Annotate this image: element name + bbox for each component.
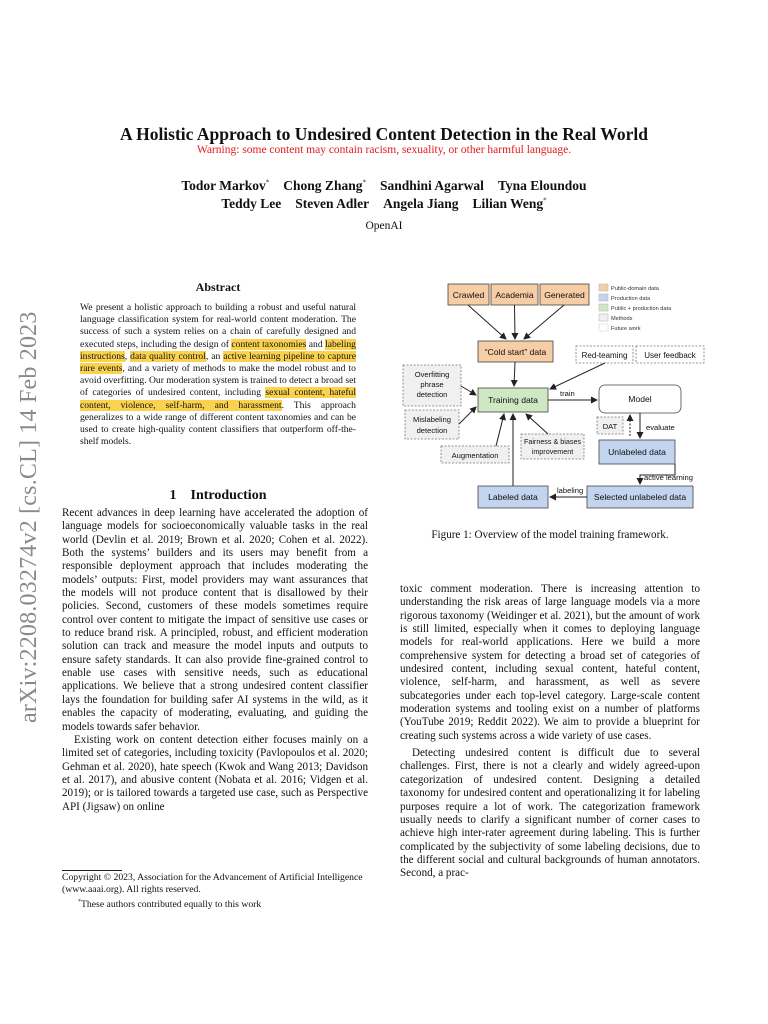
section-number: 1 bbox=[169, 488, 177, 503]
left-column-body bbox=[62, 507, 368, 814]
author-list-line-1 bbox=[0, 178, 768, 194]
footnotes bbox=[62, 872, 368, 911]
legend-label-future: Future work bbox=[611, 326, 641, 332]
arrow-generated-to-cold-start bbox=[524, 305, 564, 339]
arrow-label-train: train bbox=[560, 389, 575, 398]
section-heading-introduction bbox=[62, 488, 374, 504]
intro-paragraph-4: Detecting undesired content is difficult due to several challenges. First, there is not a clearly and widely agreed-upon categorization of undesired content. Designing a detailed taxonomy for undesired content and operationalizing it for labeling purposes require a lot of work. The categorization framework usually needs to clarify a significant number of corner cases to achieve high inter-rater agreement during labeling. This is further complicated by the subjectivity of some labeling decisions, due to the different social and cultural backgrounds of human annotators. Second, a prac- bbox=[400, 747, 700, 880]
box-augmentation-label: Augmentation bbox=[451, 451, 499, 460]
arrow-overfit-to-training bbox=[461, 386, 476, 395]
abstract-text-run: . This approach generalizes to a wide range of different content taxonomies and can be used to create high-quality content classifiers that outperform off-the-shelf models. bbox=[80, 399, 356, 448]
legend-swatch-future bbox=[599, 324, 608, 331]
paper-title: A Holistic Approach to Undesired Content Detection in the Real World bbox=[120, 124, 648, 144]
equal-contribution-note bbox=[62, 896, 368, 911]
author-name-text: Tyna Eloundou bbox=[497, 178, 587, 193]
box-academia-label: Academia bbox=[495, 290, 534, 300]
arrow-augmentation-to-training bbox=[496, 414, 504, 446]
equal-contribution-mark: * bbox=[265, 178, 270, 187]
box-red-teaming-label: Red-teaming bbox=[581, 351, 628, 360]
content-warning: Warning: some content may contain racism, sexuality, or other harmful language. bbox=[196, 144, 572, 156]
arrow-mislabel-to-training bbox=[459, 407, 476, 424]
arrow-academia-to-cold-start bbox=[515, 305, 516, 339]
box-unlabeled-data-label: Unlabeled data bbox=[608, 447, 666, 457]
arrow-label-labeling: labeling bbox=[557, 486, 584, 495]
legend-swatch-combined bbox=[599, 304, 608, 311]
author-list-line-2 bbox=[0, 196, 768, 212]
legend-swatch-production bbox=[599, 294, 608, 301]
figure-1 bbox=[396, 275, 706, 515]
footnote-text: These authors contributed equally to this work bbox=[81, 899, 262, 911]
author-name-text: Angela Jiang bbox=[383, 196, 459, 211]
legend-label-production: Production data bbox=[611, 296, 651, 302]
author-name-text: Steven Adler bbox=[295, 196, 370, 211]
arrow-red-teaming-to-training bbox=[550, 363, 605, 389]
highlighted-phrase: labeling instructions bbox=[80, 338, 356, 362]
abstract-text bbox=[80, 302, 356, 448]
legend-swatch-methods bbox=[599, 314, 608, 321]
author-name bbox=[181, 178, 269, 193]
overfit-line-3: detection bbox=[416, 390, 448, 399]
author-name-text: Todor Markov bbox=[181, 178, 266, 193]
arrow-fairness-to-training bbox=[526, 414, 548, 434]
author-name bbox=[380, 178, 484, 193]
fairness-line-2: improvement bbox=[531, 447, 574, 456]
arrow-cold-start-to-training bbox=[514, 362, 515, 386]
author-name-text: Chong Zhang bbox=[283, 178, 363, 193]
author-name bbox=[383, 196, 458, 211]
affiliation: OpenAI bbox=[365, 220, 403, 232]
arrow-label-evaluate: evaluate bbox=[646, 423, 675, 432]
author-name bbox=[221, 196, 281, 211]
mislabel-line-2: detection bbox=[416, 426, 448, 435]
abstract-text-run: , an bbox=[205, 350, 224, 362]
arxiv-identifier: arXiv:2208.03274v2 [cs.CL] 14 Feb 2023 bbox=[16, 311, 42, 723]
abstract-text-run: and bbox=[306, 338, 326, 350]
box-crawled-label: Crawled bbox=[452, 290, 485, 300]
fairness-line-1: Fairness & biases bbox=[523, 437, 582, 446]
footnote-mark: * bbox=[78, 899, 81, 905]
intro-paragraph-1: Recent advances in deep learning have accelerated the adoption of language models for socioeconomically valuable tasks in the real world (Devlin et al. 2019; Brown et al. 2020; Cohen et al. 2022). Both the systems’ builders and its users may benefit from a responsible deployment approach that includes moderating the models’ outputs: First, model providers may want assurances that the models will not produce content that is disallowed by their policies. Second, customers of these models sometimes require control over content to mitigate the impact of sensitive use cases or to reduce brand risk. A principled, robust, and efficient moderation solution can track and measure the model inputs and outputs to ensure safety standards. It can also provide fine-grained control to enable use cases with sensitive needs, such as educational applications. We believe that a strong undesired content classifier lays the foundation for building safer AI systems in the wild, as it enables the capacity of moderating, evaluating, and guiding the models towards safer behavior. bbox=[62, 507, 368, 733]
abstract-text-run: We present a holistic approach to building a robust and useful natural language classification system for real-world content moderation. The success of such a system relies on a chain of carefully designed and executed steps, including the design of bbox=[80, 302, 356, 350]
overfit-line-2: phrase bbox=[420, 380, 444, 389]
footnote-rule bbox=[62, 870, 122, 871]
author-name bbox=[498, 178, 587, 193]
box-generated-label: Generated bbox=[544, 290, 585, 300]
box-training-data-label: Training data bbox=[488, 395, 538, 405]
intro-paragraph-3: toxic comment moderation. There is increasing attention to understanding the risk areas of large language models via a more rigorous taxonomy (Weidinger et al. 2021), but the amount of work is still limited, especially when it comes to deploying language models for real-world applications. Here we build a more comprehensive system for detecting a broad set of categories of undesired content, including sexual content, hateful content, violence, self-harm, and harassment, as well as severe subcategories under each top-level category. Large-scale content moderation systems and tooling exist on a number of platforms (YouTube 2019; Reddit 2022). We aim to provide a blueprint for creating such systems across a wide variety of use cases. bbox=[400, 583, 700, 742]
intro-paragraph-2: Existing work on content detection either focuses mainly on a limited set of categories, including toxicity (Pavlopoulos et al. 2020; Gehman et al. 2020), hate speech (Kwok and Wang 2013; Davidson et al. 2017), and abusive content (Nobata et al. 2016; Vidgen et al. 2019); or is tailored towards a targeted use case, such as Perspective API (Jigsaw) on online bbox=[62, 733, 368, 813]
author-name-text: Sandhini Agarwal bbox=[379, 178, 484, 193]
highlighted-phrase: data quality control bbox=[130, 350, 206, 362]
mislabel-line-1: Mislabeling bbox=[413, 415, 451, 424]
arrow-label-active-learning: active learning bbox=[644, 473, 693, 482]
box-labeled-data-label: Labeled data bbox=[488, 492, 538, 502]
abstract-text-run: , and a variety of methods to make the model robust and to avoid overfitting. Our moderation system is trained to detect a broad set of categories of undesired content, including bbox=[80, 363, 357, 399]
right-column-body bbox=[400, 583, 700, 881]
legend-label-public: Public-domain data bbox=[611, 286, 659, 292]
legend-swatch-public bbox=[599, 284, 608, 291]
legend-label-methods: Methods bbox=[611, 316, 633, 322]
copyright-notice: Copyright © 2023, Association for the Advancement of Artificial Intelligence (www.aaai.org). All rights reserved. bbox=[62, 872, 363, 895]
abstract-heading: Abstract bbox=[195, 280, 241, 294]
author-name bbox=[283, 178, 366, 193]
equal-contribution-mark: * bbox=[543, 196, 547, 205]
author-name bbox=[473, 196, 547, 211]
figure-legend bbox=[599, 284, 672, 332]
overfit-line-1: Overfitting bbox=[414, 370, 450, 379]
box-selected-unlabeled-data-label: Selected unlabeled data bbox=[593, 492, 687, 502]
section-title: Introduction bbox=[190, 488, 267, 503]
equal-contribution-mark: * bbox=[362, 178, 366, 187]
box-model-label: Model bbox=[628, 394, 652, 404]
box-dat-label: DAT bbox=[602, 422, 618, 431]
box-cold-start-label: “Cold start” data bbox=[484, 347, 547, 357]
highlighted-phrase: sexual content, hateful content, violence, self-harm, and harassment bbox=[80, 387, 356, 411]
author-name-text: Lilian Weng bbox=[472, 196, 544, 211]
author-name-text: Teddy Lee bbox=[221, 196, 282, 211]
highlighted-phrase: active learning pipeline to capture rare events bbox=[80, 350, 356, 375]
arrow-crawled-to-cold-start bbox=[468, 305, 506, 339]
highlighted-phrase: content taxonomies bbox=[231, 338, 307, 350]
training-framework-diagram bbox=[396, 275, 706, 515]
abstract-text-run: , bbox=[124, 350, 131, 362]
author-name bbox=[295, 196, 369, 211]
legend-label-combined: Public + production data bbox=[611, 306, 672, 312]
box-user-feedback-label: User feedback bbox=[644, 351, 696, 360]
figure-caption: Figure 1: Overview of the model training framework. bbox=[431, 529, 669, 541]
